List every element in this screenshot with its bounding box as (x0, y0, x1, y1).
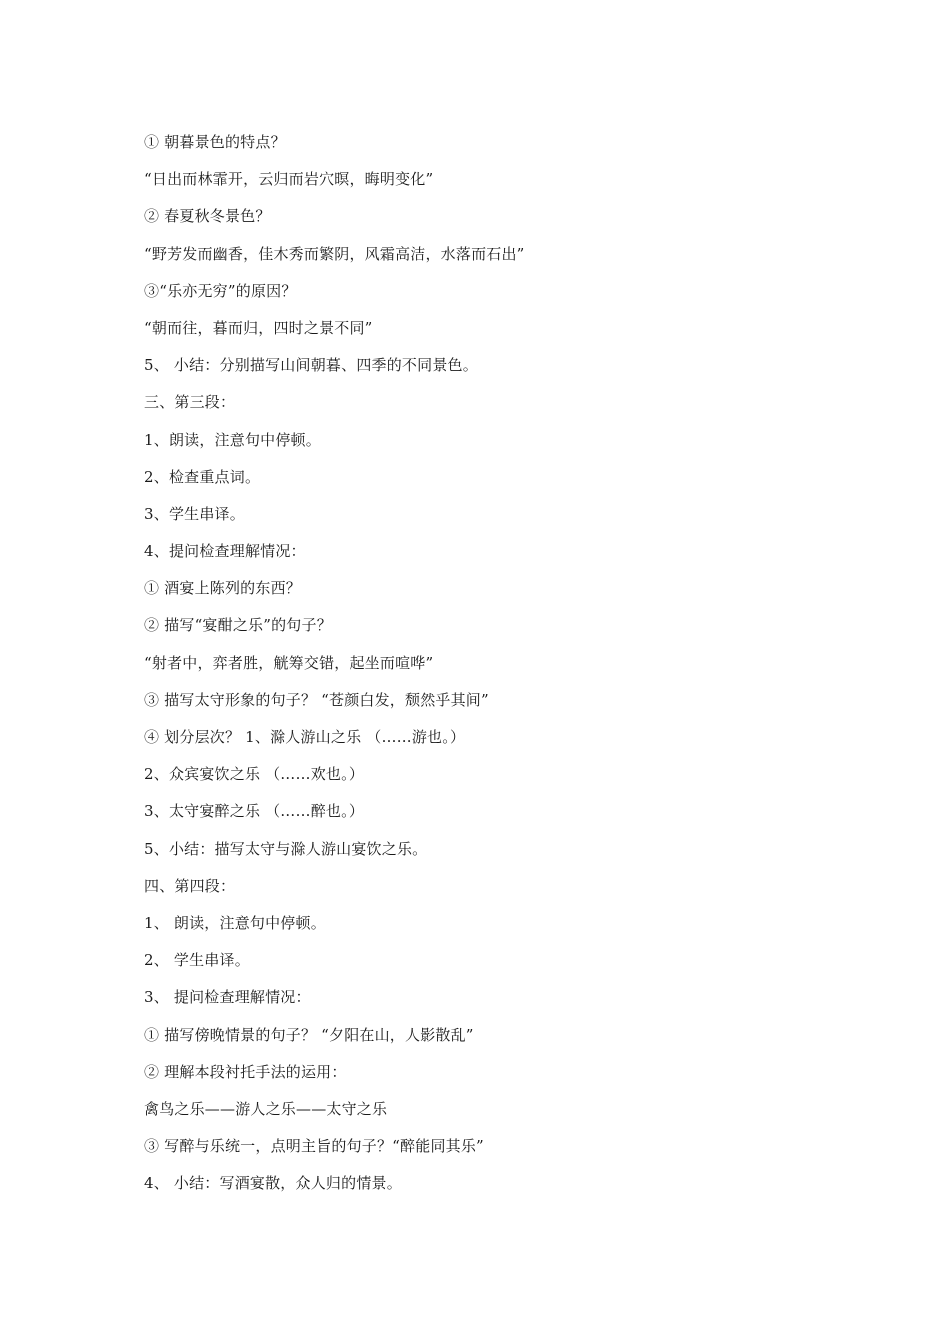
section-heading: 四、第四段： (144, 876, 236, 895)
text-line: 3、学生串译。 (144, 504, 245, 523)
text-line: “射者中，弈者胜，觥筹交错，起坐而喧哗” (144, 653, 434, 672)
text-line: 1、朗读，注意句中停顿。 (144, 430, 321, 449)
text-line: ③ 写醉与乐统一，点明主旨的句子？“醉能同其乐” (144, 1137, 484, 1156)
text-line: ③ 描写太守形象的句子？ “苍颜白发，颓然乎其间” (144, 690, 489, 709)
text-line: ① 酒宴上陈列的东西？ (144, 579, 301, 598)
text-line: 5、小结：描写太守与滁人游山宴饮之乐。 (144, 839, 428, 858)
text-line: 3、太守宴醉之乐 （……醉也。） (144, 802, 365, 821)
section-heading: 三、第三段： (144, 393, 236, 412)
text-line: ① 朝暮景色的特点？ (144, 133, 286, 151)
text-line: ④ 划分层次？ 1、滁人游山之乐 （……游也。） (144, 728, 466, 746)
text-line: 禽鸟之乐——游人之乐——太守之乐 (144, 1099, 388, 1118)
text-line: ② 描写“宴酣之乐”的句子？ (144, 616, 332, 635)
text-line: 3、 提问检查理解情况： (144, 988, 311, 1007)
text-line: 1、 朗读，注意句中停顿。 (144, 913, 326, 932)
text-line: 2、 学生串译。 (144, 951, 250, 970)
text-line: “朝而往，暮而归，四时之景不同” (144, 318, 373, 337)
text-line: 2、众宾宴饮之乐 （……欢也。） (144, 765, 365, 784)
text-line: 4、 小结：写酒宴散，众人归的情景。 (144, 1174, 402, 1193)
text-line: ② 春夏秋冬景色？ (144, 207, 271, 226)
document-body (144, 124, 844, 1202)
text-line: ③“乐亦无穷”的原因？ (144, 281, 297, 300)
text-line: “野芳发而幽香，佳木秀而繁阴，风霜高洁，水落而石出” (144, 244, 525, 263)
text-line: 4、提问检查理解情况： (144, 542, 306, 561)
text-line: “日出而林霏开，云归而岩穴暝，晦明变化” (144, 170, 434, 189)
text-line: 5、 小结：分别描写山间朝暮、四季的不同景色。 (144, 356, 478, 375)
text-line: ① 描写傍晚情景的句子？ “夕阳在山，人影散乱” (144, 1025, 474, 1044)
text-line: 2、检查重点词。 (144, 467, 261, 486)
text-line: ② 理解本段衬托手法的运用： (144, 1062, 347, 1081)
